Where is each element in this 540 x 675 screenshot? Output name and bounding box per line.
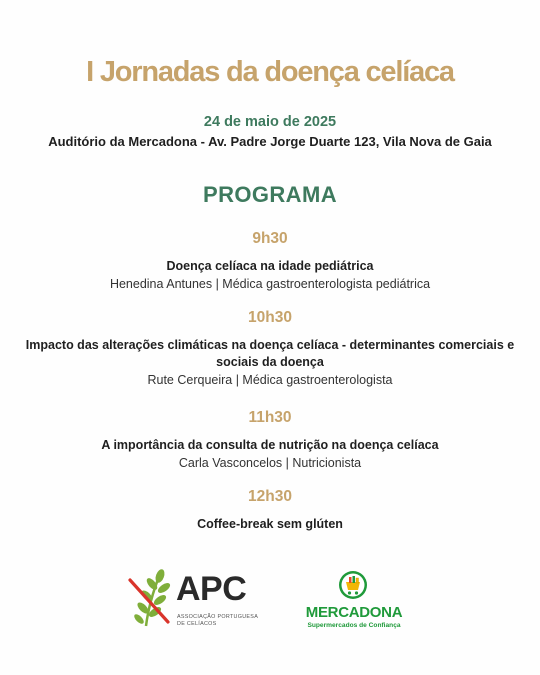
session-time: 10h30 <box>248 309 292 326</box>
session-speaker: Rute Cerqueira | Médica gastroenterologista <box>147 373 393 387</box>
session-talk: A importância da consulta de nutrição na doença celíaca <box>101 438 439 452</box>
session-speaker: Henedina Antunes | Médica gastroenterologista pediátrica <box>109 277 431 291</box>
session-speaker: Carla Vasconcelos | Nutricionista <box>178 456 362 470</box>
session-time: 9h30 <box>252 230 288 247</box>
session-talk: Impacto das alterações climáticas na doença celíaca - determinantes comerciais e sociais da doença <box>25 338 515 369</box>
mercadona-logo <box>296 568 412 632</box>
event-venue: Auditório da Mercadona - Av. Padre Jorge Duarte 123, Vila Nova de Gaia <box>48 134 492 149</box>
session-talk: Coffee-break sem glúten <box>197 517 343 531</box>
session-block <box>20 230 520 293</box>
session-block <box>20 309 520 389</box>
session-block <box>20 488 520 533</box>
crossed-wheat-icon <box>124 566 174 630</box>
apc-subtitle <box>177 614 267 627</box>
session-time: 11h30 <box>248 409 292 426</box>
program-heading: PROGRAMA <box>203 182 337 207</box>
session-time: 12h30 <box>248 488 292 505</box>
apc-logo <box>124 566 264 630</box>
apc-name: APC <box>176 570 247 608</box>
apc-subtitle-line: ASSOCIAÇÃO PORTUGUESA <box>177 614 259 620</box>
session-block <box>20 409 520 472</box>
mercadona-name: MERCADONA <box>305 604 403 621</box>
apc-subtitle-line: DE CELÍACOS <box>177 620 217 627</box>
event-title: I Jornadas da doença celíaca <box>86 56 454 88</box>
session-talk: Doença celíaca na idade pediátrica <box>166 259 374 273</box>
shopping-cart-icon <box>338 570 368 602</box>
event-date: 24 de maio de 2025 <box>203 114 337 130</box>
mercadona-tagline: Supermercados de Confiança <box>307 622 401 629</box>
